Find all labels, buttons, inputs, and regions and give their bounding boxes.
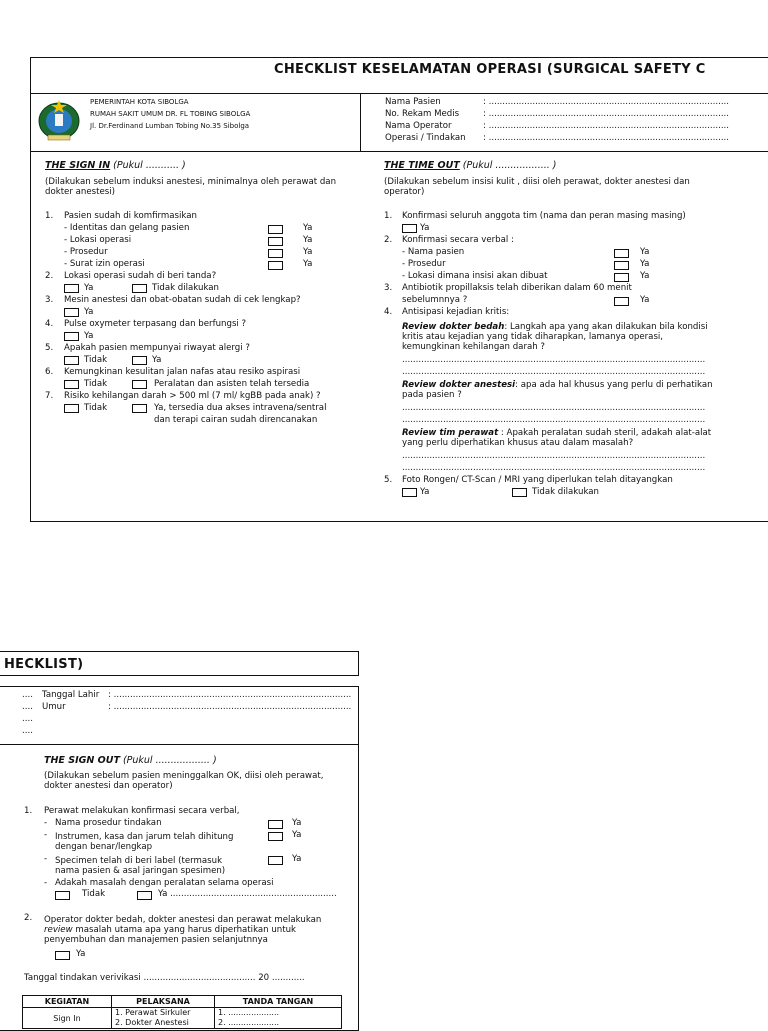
header-divider bbox=[30, 151, 768, 152]
bottom-title: HECKLIST) bbox=[4, 657, 84, 672]
nafas-peralatan-label: Peralatan dan asisten telah tersedia bbox=[154, 379, 310, 389]
checkbox-prosedur[interactable] bbox=[268, 249, 283, 258]
sign-out-num-1: 1. bbox=[24, 806, 33, 816]
time-out-num-5: 5. bbox=[384, 475, 393, 485]
checkbox-verbal-prosedur[interactable] bbox=[614, 261, 629, 270]
darah-tidak-label: Tidak bbox=[84, 403, 108, 413]
checkbox-surat[interactable] bbox=[268, 261, 283, 270]
sign-in-sub-identitas: - Identitas dan gelang pasien bbox=[64, 223, 190, 233]
hospital-line-1: PEMERINTAH KOTA SIBOLGA bbox=[90, 98, 189, 106]
checkbox-review-ya[interactable] bbox=[55, 951, 70, 960]
left-dots-2: .... bbox=[22, 702, 33, 712]
sign-in-item-1: Pasien sudah di komfirmasikan bbox=[64, 211, 197, 221]
rekam-medis-field[interactable]: : ........................................................................................ bbox=[483, 109, 730, 119]
col-pelaksana: PELAKSANA bbox=[112, 996, 215, 1008]
time-out-item-4: Antisipasi kejadian kritis: bbox=[402, 307, 510, 317]
checkbox-lokasi[interactable] bbox=[268, 237, 283, 246]
checkbox-nafas-peralatan[interactable] bbox=[132, 380, 147, 389]
checkbox-foto-tidak[interactable] bbox=[512, 488, 527, 497]
title-divider bbox=[30, 93, 768, 94]
sign-in-heading bbox=[45, 160, 186, 171]
sign-out-sub-2a: Instrumen, kasa dan jarum telah dihitung bbox=[55, 832, 234, 842]
foto-ya-label: Ya bbox=[420, 487, 430, 497]
sign-out-sub-1: Nama prosedur tindakan bbox=[55, 818, 162, 828]
row-tanda-tangan[interactable] bbox=[215, 1008, 342, 1029]
sign-in-item-7: Risiko kehilangan darah > 500 ml (7 ml/ kgBB pada anak) ? bbox=[64, 391, 321, 401]
verbal-nama-ya-label: Ya bbox=[640, 247, 650, 257]
masalah-ya-label: Ya ............................................................. bbox=[158, 889, 337, 899]
time-out-num-2: 2. bbox=[384, 235, 393, 245]
sign-in-item-4: Pulse oxymeter terpasang dan berfungsi ? bbox=[64, 319, 247, 329]
review-bedah-line-3: kemungkinan kehilangan darah ? bbox=[402, 342, 545, 352]
sign-out-sub-2b: dengan benar/lengkap bbox=[55, 842, 153, 852]
sign-in-title: THE SIGN IN bbox=[45, 160, 111, 171]
dash-4: - bbox=[44, 878, 48, 888]
sign-out-sub-3a: Specimen telah di beri label (termasuk bbox=[55, 856, 223, 866]
ttd-2: 2. .................... bbox=[218, 1018, 280, 1027]
sign-out-item-2-line-3: penyembuhan dan manajemen pasien selanjutnnya bbox=[44, 935, 268, 945]
review-anestesi-label: Review dokter anestesi bbox=[402, 380, 516, 390]
sign-in-item-5: Apakah pasien mempunyai riwayat alergi ? bbox=[64, 343, 250, 353]
antibiotik-ya-label: Ya bbox=[640, 295, 650, 305]
sign-in-intro-2: dokter anestesi) bbox=[45, 187, 115, 197]
operasi-tindakan-field[interactable]: : ........................................................................................ bbox=[483, 133, 730, 143]
review-anestesi-answer-1[interactable]: ............................................................................................................... bbox=[402, 403, 706, 413]
checkbox-verbal-nama[interactable] bbox=[614, 249, 629, 258]
row-pelaksana bbox=[112, 1008, 215, 1029]
sign-out-item-1: Perawat melakukan konfirmasi secara verbal, bbox=[44, 806, 240, 816]
sign-out-num-2: 2. bbox=[24, 913, 33, 923]
umur-field[interactable]: : ....................................................................................... bbox=[108, 702, 352, 712]
time-out-num-4: 4. bbox=[384, 307, 393, 317]
checkbox-oxymeter-ya[interactable] bbox=[64, 332, 79, 341]
review-bedah-line-2: kritis atau kejadian yang tidak diharapkan, lamanya operasi, bbox=[402, 332, 664, 342]
hospital-line-3: Jl. Dr.Ferdinand Lumban Tobing No.35 Sibolga bbox=[90, 122, 250, 130]
oxymeter-ya-label: Ya bbox=[84, 331, 94, 341]
time-out-title: THE TIME OUT bbox=[384, 160, 460, 171]
checkbox-mesin-ya[interactable] bbox=[64, 308, 79, 317]
dash-1: - bbox=[44, 818, 48, 828]
review-perawat-answer-2[interactable]: ............................................................................................................... bbox=[402, 463, 706, 473]
checkbox-nafas-tidak[interactable] bbox=[64, 380, 79, 389]
review-anestesi-line-2: pada pasien ? bbox=[402, 390, 462, 400]
dash-2: - bbox=[44, 830, 48, 840]
sign-in-num-7: 7. bbox=[45, 391, 54, 401]
review-bedah-label: Review dokter bedah bbox=[402, 322, 505, 332]
sign-in-item-6: Kemungkinan kesulitan jalan nafas atau resiko aspirasi bbox=[64, 367, 301, 377]
review-bedah-answer-1[interactable]: ............................................................................................................... bbox=[402, 355, 706, 365]
sign-in-intro-1: (Dilakukan sebelum induksi anestesi, minimalnya oleh perawat dan bbox=[45, 177, 337, 187]
time-out-heading bbox=[384, 160, 557, 171]
sign-out-intro-2: dokter anestesi dan operator) bbox=[44, 781, 173, 791]
nafas-tidak-label: Tidak bbox=[84, 379, 108, 389]
rekam-medis-label: No. Rekam Medis bbox=[385, 109, 460, 119]
sign-in-item-3: Mesin anestesi dan obat-obatan sudah di cek lengkap? bbox=[64, 295, 301, 305]
verbal-sub-nama: - Nama pasien bbox=[402, 247, 465, 257]
left-dots-3: .... bbox=[22, 714, 33, 724]
sign-out-title: THE SIGN OUT bbox=[44, 755, 120, 766]
ya-identitas-label: Ya bbox=[303, 223, 313, 233]
sign-in-num-4: 4. bbox=[45, 319, 54, 329]
row-kegiatan: Sign In bbox=[23, 1008, 112, 1029]
tim-ya-label: Ya bbox=[420, 223, 430, 233]
tanda-tidak-label: Tidak dilakukan bbox=[152, 283, 219, 293]
review-perawat-label: Review tim perawat bbox=[402, 428, 499, 438]
pelaksana-1: 1. Perawat Sirkuler bbox=[115, 1008, 191, 1017]
checkbox-tanda-tidak[interactable] bbox=[132, 284, 147, 293]
nama-pasien-label: Nama Pasien bbox=[385, 97, 441, 107]
checkbox-verbal-lokasi[interactable] bbox=[614, 273, 629, 282]
nama-operator-label: Nama Operator bbox=[385, 121, 452, 131]
bottom-header-divider bbox=[0, 744, 358, 745]
col-kegiatan: KEGIATAN bbox=[23, 996, 112, 1008]
dash-3: - bbox=[44, 854, 48, 864]
review-anestesi-answer-2[interactable]: ............................................................................................................... bbox=[402, 415, 706, 425]
time-out-num-1: 1. bbox=[384, 211, 393, 221]
sign-out-item-2-text-2: masalah utama apa yang harus diperhatikan untuk bbox=[72, 925, 297, 935]
checkbox-alergi-ya[interactable] bbox=[132, 356, 147, 365]
checkbox-darah-tidak[interactable] bbox=[64, 404, 79, 413]
review-bedah-text-1: : Langkah apa yang akan dilakukan bila kondisi bbox=[504, 322, 708, 332]
alergi-ya-label: Ya bbox=[152, 355, 162, 365]
sign-out-item-2-line-1: Operator dokter bedah, dokter anestesi dan perawat melakukan bbox=[44, 915, 322, 925]
checkbox-alergi-tidak[interactable] bbox=[64, 356, 79, 365]
review-perawat-answer-1[interactable]: ............................................................................................................... bbox=[402, 451, 706, 461]
sign-in-num-2: 2. bbox=[45, 271, 54, 281]
checkbox-masalah-ya[interactable] bbox=[137, 891, 152, 900]
review-bedah-answer-2[interactable]: ............................................................................................................... bbox=[402, 367, 706, 377]
sign-out-intro-1: (Dilakukan sebelum pasien meninggalkan OK, diisi oleh perawat, bbox=[44, 771, 324, 781]
operasi-tindakan-label: Operasi / Tindakan bbox=[385, 133, 466, 143]
nama-pasien-field[interactable]: : ........................................................................................ bbox=[483, 97, 730, 107]
checkbox-specimen[interactable] bbox=[268, 856, 283, 865]
time-out-item-5: Foto Rongen/ CT-Scan / MRI yang diperlukan telah ditayangkan bbox=[402, 475, 673, 485]
time-out-item-3b: sebelumnnya ? bbox=[402, 295, 468, 305]
foto-tidak-label: Tidak dilakukan bbox=[532, 487, 599, 497]
sign-out-sub-3b: nama pasien & asal jaringan spesimen) bbox=[55, 866, 226, 876]
sign-in-sub-prosedur: - Prosedur bbox=[64, 247, 108, 257]
tanggal-verifikasi[interactable]: Tanggal tindakan verivikasi ......................................... 20 ............ bbox=[24, 973, 305, 983]
verbal-sub-lokasi: - Lokasi dimana insisi akan dibuat bbox=[402, 271, 548, 281]
checkbox-tim-ya[interactable] bbox=[402, 224, 417, 233]
time-out-item-3a: Antibiotik propillaksis telah diberikan dalam 60 menit bbox=[402, 283, 632, 293]
ya-prosedur-label: Ya bbox=[303, 247, 313, 257]
table-row bbox=[23, 1008, 342, 1029]
time-out-item-2: Konfirmasi secara verbal : bbox=[402, 235, 514, 245]
review-ya-label: Ya bbox=[76, 949, 86, 959]
tanda-ya-label: Ya bbox=[84, 283, 94, 293]
sign-in-pukul: (Pukul ........... ) bbox=[110, 160, 186, 171]
checkbox-instrumen[interactable] bbox=[268, 832, 283, 841]
time-out-intro-2: operator) bbox=[384, 187, 425, 197]
tanggal-lahir-label: Tanggal Lahir bbox=[42, 690, 100, 700]
alergi-tidak-label: Tidak bbox=[84, 355, 108, 365]
checkbox-identitas[interactable] bbox=[268, 225, 283, 234]
sign-in-num-6: 6. bbox=[45, 367, 54, 377]
form-title: CHECKLIST KESELAMATAN OPERASI (SURGICAL SAFETY C bbox=[274, 62, 706, 77]
verbal-prosedur-ya-label: Ya bbox=[640, 259, 650, 269]
header-column-divider bbox=[360, 93, 361, 151]
checkbox-masalah-tidak[interactable] bbox=[55, 891, 70, 900]
ya-surat-label: Ya bbox=[303, 259, 313, 269]
time-out-num-3: 3. bbox=[384, 283, 393, 293]
nama-operator-field[interactable]: : ........................................................................................ bbox=[483, 121, 730, 131]
checkbox-foto-ya[interactable] bbox=[402, 488, 417, 497]
time-out-intro-1: (Dilakukan sebelum insisi kulit , diisi oleh perawat, dokter anestesi dan bbox=[384, 177, 690, 187]
umur-label: Umur bbox=[42, 702, 66, 712]
time-out-item-1: Konfirmasi seluruh anggota tim (nama dan peran masing masing) bbox=[402, 211, 686, 221]
sign-out-sub-4: Adakah masalah dengan peralatan selama operasi bbox=[55, 878, 274, 888]
review-perawat-line-2: yang perlu diperhatikan khusus atau dalam masalah? bbox=[402, 438, 634, 448]
sign-in-num-1: 1. bbox=[45, 211, 54, 221]
mesin-ya-label: Ya bbox=[84, 307, 94, 317]
left-dots-4: .... bbox=[22, 726, 33, 736]
checkbox-prosedur-out[interactable] bbox=[268, 820, 283, 829]
hospital-logo bbox=[34, 97, 84, 143]
review-anestesi-text-1: : apa ada hal khusus yang perlu di perhatikan bbox=[515, 380, 713, 390]
col-tanda-tangan: TANDA TANGAN bbox=[215, 996, 342, 1008]
masalah-tidak-label: Tidak bbox=[82, 889, 106, 899]
checkbox-antibiotik-ya[interactable] bbox=[614, 297, 629, 306]
sign-out-heading bbox=[44, 755, 217, 766]
ttd-1: 1. .................... bbox=[218, 1008, 280, 1017]
darah-ya-label-1: Ya, tersedia dua akses intravena/sentral bbox=[154, 403, 327, 413]
review-perawat-text-1: : Apakah peralatan sudah steril, adakah alat-alat bbox=[498, 428, 712, 438]
sign-out-pukul: (Pukul .................. ) bbox=[119, 755, 217, 766]
verbal-sub-prosedur: - Prosedur bbox=[402, 259, 446, 269]
hospital-line-2: RUMAH SAKIT UMUM DR. FL TOBING SIBOLGA bbox=[90, 110, 251, 118]
tanggal-lahir-field[interactable]: : ....................................................................................... bbox=[108, 690, 352, 700]
sign-in-num-5: 5. bbox=[45, 343, 54, 353]
prosedur-out-ya-label: Ya bbox=[292, 818, 302, 828]
sign-in-sub-lokasi: - Lokasi operasi bbox=[64, 235, 132, 245]
review-word: review bbox=[44, 925, 73, 935]
instrumen-ya-label: Ya bbox=[292, 830, 302, 840]
checkbox-tanda-ya[interactable] bbox=[64, 284, 79, 293]
pelaksana-2: 2. Dokter Anestesi bbox=[115, 1018, 189, 1027]
left-dots-1: .... bbox=[22, 690, 33, 700]
verbal-lokasi-ya-label: Ya bbox=[640, 271, 650, 281]
time-out-pukul: (Pukul .................. ) bbox=[459, 160, 557, 171]
specimen-ya-label: Ya bbox=[292, 854, 302, 864]
sign-in-num-3: 3. bbox=[45, 295, 54, 305]
sign-in-item-2: Lokasi operasi sudah di beri tanda? bbox=[64, 271, 217, 281]
ya-lokasi-label: Ya bbox=[303, 235, 313, 245]
sign-in-sub-surat: - Surat izin operasi bbox=[64, 259, 145, 269]
darah-ya-label-2: dan terapi cairan sudah direncanakan bbox=[154, 415, 318, 425]
kegiatan-table-header bbox=[23, 996, 342, 1008]
checkbox-darah-ya[interactable] bbox=[132, 404, 147, 413]
